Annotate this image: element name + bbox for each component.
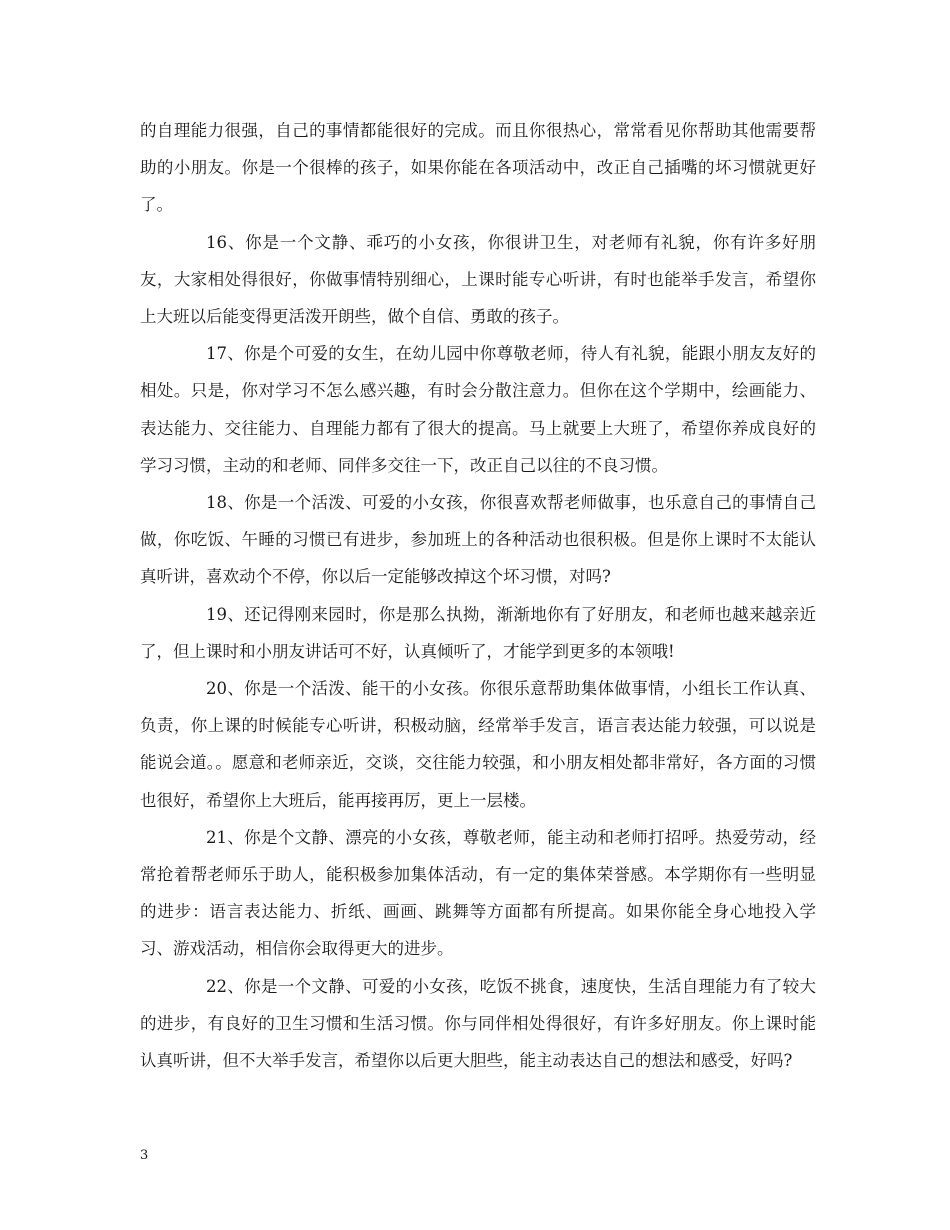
page-number: 3 [140, 1148, 149, 1163]
paragraph-21: 21、你是个文静、漂亮的小女孩，尊敬老师，能主动和老师打招呼。热爱劳动，经常抢着帮老师乐于助人，能积极参加集体活动，有一定的集体荣誉感。本学期你有一些明显的进步：语言表达能力、折纸、画画、跳舞等方面都有所提高。如果你能全身心地投入学习、游戏活动，相信你会取得更大的进步。 [140, 827, 816, 959]
paragraph-19: 19、还记得刚来园时，你是那么执拗，渐渐地你有了好朋友，和老师也越来越亲近了，但上课时和小朋友讲话可不好，认真倾听了，才能学到更多的本领哦! [140, 604, 816, 661]
paragraph-22: 22、你是一个文静、可爱的小女孩，吃饭不挑食，速度快，生活自理能力有了较大的进步，有良好的卫生习惯和生活习惯。你与同伴相处得很好，有许多好朋友。你上课时能认真听讲，但不大举手发言，希望你以后更大胆些，能主动表达自己的想法和感受，好吗? [140, 976, 816, 1071]
paragraph-20: 20、你是一个活泼、能干的小女孩。你很乐意帮助集体做事情，小组长工作认真、负责，你上课的时候能专心听讲，积极动脑，经常举手发言，语言表达能力较强，可以说是能说会道。。愿意和老师亲近，交谈，交往能力较强，和小朋友相处都非常好，各方面的习惯也很好，希望你上大班后，能再接再厉，更上一层楼。 [140, 679, 816, 810]
paragraph-18: 18、你是一个活泼、可爱的小女孩，你很喜欢帮老师做事，也乐意自己的事情自己做，你吃饭、午睡的习惯已有进步，参加班上的各种活动也很积极。但是你上课时不太能认真听讲，喜欢动个不停，你以后一定能够改掉这个坏习惯，对吗? [140, 493, 816, 587]
paragraph-16: 16、你是一个文静、乖巧的小女孩，你很讲卫生，对老师有礼貌，你有许多好朋友，大家相处得很好，你做事情特别细心，上课时能专心听讲，有时也能举手发言，希望你上大班以后能变得更活泼开朗些，做个自信、勇敢的孩子。 [140, 232, 816, 327]
paragraph-17: 17、你是个可爱的女生，在幼儿园中你尊敬老师，待人有礼貌，能跟小朋友友好的相处。只是，你对学习不怎么感兴趣，有时会分散注意力。但你在这个学期中，绘画能力、表达能力、交往能力、自理能力都有了很大的提高。马上就要上大班了，希望你养成良好的学习习惯，主动的和老师、同伴多交往一下，改正自己以往的不良习惯。 [140, 344, 816, 475]
page-body [140, 112, 816, 1079]
paragraph-continuation: 的自理能力很强，自己的事情都能很好的完成。而且你很热心，常常看见你帮助其他需要帮助的小朋友。你是一个很棒的孩子，如果你能在各项活动中，改正自己插嘴的坏习惯就更好了。 [140, 121, 816, 215]
